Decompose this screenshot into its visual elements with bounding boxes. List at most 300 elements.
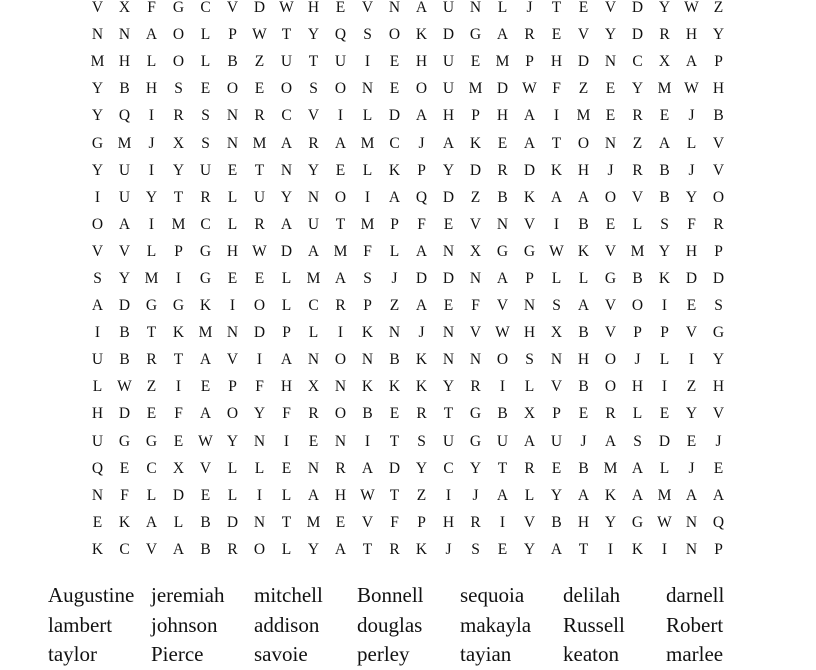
grid-letter[interactable]: R <box>254 215 265 233</box>
grid-letter[interactable]: A <box>199 351 212 369</box>
grid-letter[interactable]: M <box>117 134 132 152</box>
grid-letter[interactable]: R <box>335 459 346 477</box>
grid-letter[interactable]: C <box>119 540 130 558</box>
grid-letter[interactable]: H <box>550 53 563 71</box>
grid-letter[interactable]: K <box>415 378 428 396</box>
grid-letter[interactable]: T <box>389 432 400 450</box>
grid-letter[interactable]: H <box>712 378 725 396</box>
grid-letter[interactable]: A <box>550 188 563 206</box>
grid-letter[interactable]: J <box>715 432 722 450</box>
grid-letter[interactable]: O <box>253 297 266 315</box>
grid-letter[interactable]: R <box>200 188 211 206</box>
grid-letter[interactable]: I <box>553 215 560 233</box>
grid-letter[interactable]: H <box>685 26 698 44</box>
grid-letter[interactable]: H <box>118 53 131 71</box>
grid-letter[interactable]: Y <box>280 188 293 206</box>
grid-letter[interactable]: B <box>578 324 589 342</box>
grid-letter[interactable]: Q <box>415 188 428 206</box>
grid-letter[interactable]: R <box>308 405 319 423</box>
grid-letter[interactable]: N <box>307 459 320 477</box>
grid-letter[interactable]: W <box>522 80 537 98</box>
grid-letter[interactable]: G <box>469 26 482 44</box>
grid-letter[interactable]: V <box>361 513 374 531</box>
grid-letter[interactable]: A <box>415 242 428 260</box>
grid-letter[interactable]: G <box>199 269 212 287</box>
grid-letter[interactable]: S <box>363 269 372 287</box>
grid-letter[interactable]: V <box>523 215 536 233</box>
grid-letter[interactable]: L <box>659 351 670 369</box>
grid-letter[interactable]: Q <box>91 459 104 477</box>
grid-letter[interactable]: W <box>279 0 294 17</box>
grid-letter[interactable]: E <box>578 0 589 17</box>
grid-letter[interactable]: V <box>604 297 617 315</box>
grid-letter[interactable]: Y <box>712 26 725 44</box>
grid-letter[interactable]: N <box>334 378 347 396</box>
grid-letter[interactable]: P <box>282 324 291 342</box>
grid-letter[interactable]: Y <box>172 161 185 179</box>
grid-letter[interactable]: O <box>496 351 509 369</box>
grid-letter[interactable]: M <box>495 53 510 71</box>
grid-letter[interactable]: M <box>90 53 105 71</box>
grid-letter[interactable]: A <box>550 540 563 558</box>
grid-letter[interactable]: A <box>631 459 644 477</box>
grid-letter[interactable]: Y <box>523 540 536 558</box>
grid-letter[interactable]: J <box>418 324 425 342</box>
grid-letter[interactable]: L <box>146 242 157 260</box>
grid-letter[interactable]: T <box>362 540 373 558</box>
grid-letter[interactable]: T <box>335 215 346 233</box>
grid-letter[interactable]: A <box>685 486 698 504</box>
grid-letter[interactable]: L <box>92 378 103 396</box>
grid-letter[interactable]: M <box>657 486 672 504</box>
grid-letter[interactable]: A <box>118 215 131 233</box>
grid-letter[interactable]: N <box>442 242 455 260</box>
grid-letter[interactable]: B <box>551 513 562 531</box>
grid-letter[interactable]: Y <box>550 486 563 504</box>
grid-letter[interactable]: E <box>254 80 265 98</box>
grid-letter[interactable]: U <box>91 351 104 369</box>
grid-letter[interactable]: I <box>256 351 263 369</box>
grid-letter[interactable]: Y <box>469 459 482 477</box>
grid-letter[interactable]: B <box>200 513 211 531</box>
grid-letter[interactable]: L <box>659 459 670 477</box>
grid-letter[interactable]: M <box>630 242 645 260</box>
grid-letter[interactable]: A <box>334 134 347 152</box>
grid-letter[interactable]: E <box>227 161 238 179</box>
grid-letter[interactable]: F <box>552 80 561 98</box>
grid-letter[interactable]: U <box>496 432 509 450</box>
grid-letter[interactable]: O <box>577 134 590 152</box>
grid-letter[interactable]: O <box>631 297 644 315</box>
grid-letter[interactable]: C <box>308 297 319 315</box>
grid-letter[interactable]: M <box>306 513 321 531</box>
grid-letter[interactable]: B <box>497 188 508 206</box>
grid-letter[interactable]: C <box>200 0 211 17</box>
grid-letter[interactable]: C <box>200 215 211 233</box>
grid-letter[interactable]: E <box>335 513 346 531</box>
grid-letter[interactable]: K <box>577 242 590 260</box>
grid-letter[interactable]: Y <box>658 0 671 17</box>
grid-letter[interactable]: V <box>91 242 104 260</box>
grid-letter[interactable]: M <box>603 459 618 477</box>
grid-letter[interactable]: Z <box>713 0 724 17</box>
grid-letter[interactable]: Q <box>712 513 725 531</box>
grid-letter[interactable]: A <box>523 107 536 125</box>
grid-letter[interactable]: A <box>496 26 509 44</box>
grid-letter[interactable]: K <box>388 161 401 179</box>
grid-letter[interactable]: N <box>253 513 266 531</box>
grid-letter[interactable]: E <box>578 405 589 423</box>
grid-letter[interactable]: Z <box>389 297 400 315</box>
grid-letter[interactable]: A <box>280 215 293 233</box>
grid-letter[interactable]: L <box>281 297 292 315</box>
grid-letter[interactable]: N <box>307 351 320 369</box>
grid-letter[interactable]: Y <box>658 242 671 260</box>
grid-letter[interactable]: A <box>91 297 104 315</box>
grid-letter[interactable]: O <box>334 188 347 206</box>
grid-letter[interactable]: D <box>523 161 536 179</box>
grid-letter[interactable]: L <box>146 53 157 71</box>
grid-letter[interactable]: H <box>91 405 104 423</box>
grid-letter[interactable]: A <box>631 486 644 504</box>
grid-letter[interactable]: E <box>200 80 211 98</box>
grid-letter[interactable]: K <box>469 134 482 152</box>
grid-letter[interactable]: X <box>550 324 563 342</box>
grid-letter[interactable]: K <box>118 513 131 531</box>
grid-letter[interactable]: L <box>200 53 211 71</box>
grid-letter[interactable]: A <box>415 297 428 315</box>
grid-letter[interactable]: H <box>226 242 239 260</box>
grid-letter[interactable]: G <box>469 405 482 423</box>
grid-letter[interactable]: H <box>442 107 455 125</box>
grid-letter[interactable]: T <box>551 0 562 17</box>
grid-letter[interactable]: A <box>685 53 698 71</box>
grid-letter[interactable]: H <box>307 0 320 17</box>
grid-letter[interactable]: W <box>684 0 699 17</box>
grid-letter[interactable]: A <box>145 26 158 44</box>
grid-letter[interactable]: M <box>657 80 672 98</box>
grid-letter[interactable]: U <box>550 432 563 450</box>
grid-letter[interactable]: U <box>442 0 455 17</box>
grid-letter[interactable]: S <box>417 432 426 450</box>
grid-letter[interactable]: A <box>307 242 320 260</box>
grid-letter[interactable]: P <box>714 53 723 71</box>
grid-letter[interactable]: G <box>145 432 158 450</box>
grid-letter[interactable]: O <box>253 540 266 558</box>
grid-letter[interactable]: U <box>280 53 293 71</box>
grid-letter[interactable]: Y <box>118 269 131 287</box>
grid-letter[interactable]: N <box>226 324 239 342</box>
grid-letter[interactable]: S <box>93 269 102 287</box>
grid-letter[interactable]: V <box>226 351 239 369</box>
grid-letter[interactable]: A <box>307 486 320 504</box>
grid-letter[interactable]: A <box>442 134 455 152</box>
grid-letter[interactable]: K <box>388 378 401 396</box>
grid-letter[interactable]: Z <box>632 134 643 152</box>
grid-letter[interactable]: O <box>334 351 347 369</box>
grid-letter[interactable]: I <box>148 215 155 233</box>
grid-letter[interactable]: K <box>361 378 374 396</box>
grid-letter[interactable]: J <box>148 134 155 152</box>
grid-letter[interactable]: R <box>308 134 319 152</box>
grid-letter[interactable]: A <box>199 405 212 423</box>
grid-letter[interactable]: S <box>714 297 723 315</box>
grid-letter[interactable]: I <box>364 432 371 450</box>
grid-letter[interactable]: A <box>172 540 185 558</box>
grid-letter[interactable]: A <box>280 134 293 152</box>
grid-letter[interactable]: I <box>94 188 101 206</box>
grid-letter[interactable]: E <box>659 405 670 423</box>
grid-letter[interactable]: K <box>523 188 536 206</box>
grid-letter[interactable]: E <box>713 459 724 477</box>
grid-letter[interactable]: I <box>661 378 668 396</box>
grid-letter[interactable]: S <box>363 26 372 44</box>
grid-letter[interactable]: O <box>91 215 104 233</box>
grid-letter[interactable]: F <box>471 297 480 315</box>
grid-letter[interactable]: R <box>659 26 670 44</box>
grid-letter[interactable]: L <box>389 242 400 260</box>
grid-letter[interactable]: Y <box>307 540 320 558</box>
grid-letter[interactable]: P <box>228 26 237 44</box>
grid-letter[interactable]: T <box>551 134 562 152</box>
grid-letter[interactable]: I <box>175 378 182 396</box>
grid-letter[interactable]: B <box>659 188 670 206</box>
grid-letter[interactable]: K <box>199 297 212 315</box>
grid-letter[interactable]: E <box>551 459 562 477</box>
grid-letter[interactable]: J <box>445 540 452 558</box>
grid-letter[interactable]: I <box>229 297 236 315</box>
grid-letter[interactable]: E <box>227 269 238 287</box>
grid-letter[interactable]: M <box>360 215 375 233</box>
grid-letter[interactable]: H <box>523 324 536 342</box>
grid-letter[interactable]: E <box>605 215 616 233</box>
grid-letter[interactable]: F <box>282 405 291 423</box>
grid-letter[interactable]: F <box>363 242 372 260</box>
grid-letter[interactable]: R <box>605 405 616 423</box>
grid-letter[interactable]: N <box>469 269 482 287</box>
grid-letter[interactable]: Y <box>631 80 644 98</box>
grid-letter[interactable]: I <box>175 269 182 287</box>
grid-letter[interactable]: O <box>172 53 185 71</box>
grid-letter[interactable]: A <box>577 188 590 206</box>
grid-letter[interactable]: H <box>145 80 158 98</box>
grid-letter[interactable]: F <box>417 215 426 233</box>
grid-letter[interactable]: S <box>660 215 669 233</box>
grid-letter[interactable]: K <box>658 269 671 287</box>
grid-letter[interactable]: R <box>254 107 265 125</box>
grid-letter[interactable]: R <box>524 26 535 44</box>
grid-letter[interactable]: K <box>415 26 428 44</box>
grid-letter[interactable]: W <box>684 80 699 98</box>
grid-letter[interactable]: R <box>632 161 643 179</box>
grid-letter[interactable]: N <box>91 486 104 504</box>
grid-letter[interactable]: N <box>361 80 374 98</box>
grid-letter[interactable]: F <box>255 378 264 396</box>
grid-letter[interactable]: P <box>390 215 399 233</box>
grid-letter[interactable]: A <box>523 432 536 450</box>
grid-letter[interactable]: U <box>118 188 131 206</box>
grid-letter[interactable]: D <box>172 486 185 504</box>
grid-letter[interactable]: I <box>337 107 344 125</box>
grid-letter[interactable]: F <box>174 405 183 423</box>
grid-letter[interactable]: C <box>443 459 454 477</box>
grid-letter[interactable]: A <box>496 486 509 504</box>
grid-letter[interactable]: Y <box>226 432 239 450</box>
grid-letter[interactable]: U <box>118 161 131 179</box>
grid-letter[interactable]: J <box>580 432 587 450</box>
grid-letter[interactable]: M <box>198 324 213 342</box>
grid-letter[interactable]: E <box>443 215 454 233</box>
grid-letter[interactable]: A <box>523 134 536 152</box>
grid-letter[interactable]: I <box>661 540 668 558</box>
grid-letter[interactable]: I <box>499 378 506 396</box>
grid-letter[interactable]: N <box>253 432 266 450</box>
grid-letter[interactable]: R <box>416 405 427 423</box>
grid-letter[interactable]: O <box>172 26 185 44</box>
grid-letter[interactable]: L <box>686 134 697 152</box>
grid-letter[interactable]: M <box>306 269 321 287</box>
grid-letter[interactable]: D <box>631 26 644 44</box>
grid-letter[interactable]: D <box>253 0 266 17</box>
grid-letter[interactable]: X <box>469 242 482 260</box>
grid-letter[interactable]: L <box>281 540 292 558</box>
grid-letter[interactable]: G <box>469 432 482 450</box>
grid-letter[interactable]: R <box>146 351 157 369</box>
grid-letter[interactable]: Z <box>470 188 481 206</box>
grid-letter[interactable]: Y <box>685 188 698 206</box>
grid-letter[interactable]: O <box>226 80 239 98</box>
grid-letter[interactable]: V <box>118 242 131 260</box>
grid-letter[interactable]: W <box>117 378 132 396</box>
grid-letter[interactable]: P <box>714 540 723 558</box>
grid-letter[interactable]: N <box>685 513 698 531</box>
grid-letter[interactable]: A <box>280 351 293 369</box>
grid-letter[interactable]: W <box>360 486 375 504</box>
grid-letter[interactable]: U <box>307 215 320 233</box>
grid-letter[interactable]: R <box>524 459 535 477</box>
grid-letter[interactable]: E <box>254 269 265 287</box>
grid-letter[interactable]: E <box>605 107 616 125</box>
grid-letter[interactable]: X <box>172 134 185 152</box>
grid-letter[interactable]: N <box>469 351 482 369</box>
grid-letter[interactable]: N <box>307 188 320 206</box>
grid-letter[interactable]: P <box>660 324 669 342</box>
grid-letter[interactable]: L <box>227 486 238 504</box>
grid-letter[interactable]: Z <box>416 486 427 504</box>
grid-letter[interactable]: E <box>173 432 184 450</box>
grid-letter[interactable]: L <box>254 459 265 477</box>
grid-letter[interactable]: E <box>443 297 454 315</box>
grid-letter[interactable]: N <box>388 324 401 342</box>
grid-letter[interactable]: I <box>256 486 263 504</box>
grid-letter[interactable]: B <box>632 269 643 287</box>
grid-letter[interactable]: E <box>281 459 292 477</box>
grid-letter[interactable]: L <box>578 269 589 287</box>
grid-letter[interactable]: P <box>525 53 534 71</box>
grid-letter[interactable]: X <box>172 459 185 477</box>
grid-letter[interactable]: S <box>201 134 210 152</box>
grid-letter[interactable]: D <box>388 107 401 125</box>
grid-letter[interactable]: T <box>281 26 292 44</box>
grid-letter[interactable]: I <box>337 324 344 342</box>
grid-letter[interactable]: L <box>524 486 535 504</box>
grid-letter[interactable]: G <box>712 324 725 342</box>
grid-letter[interactable]: D <box>712 269 725 287</box>
grid-letter[interactable]: V <box>712 405 725 423</box>
grid-letter[interactable]: C <box>632 53 643 71</box>
grid-letter[interactable]: G <box>523 242 536 260</box>
grid-letter[interactable]: N <box>334 432 347 450</box>
grid-letter[interactable]: N <box>361 351 374 369</box>
grid-letter[interactable]: J <box>634 351 641 369</box>
grid-letter[interactable]: X <box>523 405 536 423</box>
grid-letter[interactable]: B <box>578 459 589 477</box>
grid-letter[interactable]: N <box>604 134 617 152</box>
grid-letter[interactable]: G <box>604 269 617 287</box>
grid-letter[interactable]: K <box>604 486 617 504</box>
grid-letter[interactable]: I <box>94 324 101 342</box>
grid-letter[interactable]: T <box>578 540 589 558</box>
grid-letter[interactable]: G <box>91 134 104 152</box>
grid-letter[interactable]: Q <box>334 26 347 44</box>
grid-letter[interactable]: D <box>496 80 509 98</box>
grid-letter[interactable]: M <box>576 107 591 125</box>
grid-letter[interactable]: B <box>389 351 400 369</box>
grid-letter[interactable]: L <box>146 486 157 504</box>
grid-letter[interactable]: K <box>550 161 563 179</box>
grid-letter[interactable]: N <box>388 0 401 17</box>
grid-letter[interactable]: N <box>685 540 698 558</box>
grid-letter[interactable]: U <box>199 161 212 179</box>
grid-letter[interactable]: N <box>523 297 536 315</box>
grid-letter[interactable]: N <box>280 161 293 179</box>
grid-letter[interactable]: I <box>688 351 695 369</box>
grid-letter[interactable]: V <box>604 0 617 17</box>
grid-letter[interactable]: M <box>360 134 375 152</box>
grid-letter[interactable]: U <box>442 432 455 450</box>
grid-letter[interactable]: A <box>658 134 671 152</box>
grid-letter[interactable]: D <box>442 269 455 287</box>
grid-letter[interactable]: V <box>145 540 158 558</box>
grid-letter[interactable]: E <box>335 0 346 17</box>
grid-letter[interactable]: C <box>389 134 400 152</box>
grid-letter[interactable]: X <box>307 378 320 396</box>
grid-letter[interactable]: K <box>172 324 185 342</box>
grid-letter[interactable]: G <box>172 0 185 17</box>
grid-letter[interactable]: L <box>632 405 643 423</box>
grid-letter[interactable]: U <box>442 53 455 71</box>
grid-letter[interactable]: I <box>364 53 371 71</box>
grid-letter[interactable]: R <box>497 161 508 179</box>
grid-letter[interactable]: I <box>661 297 668 315</box>
grid-letter[interactable]: D <box>118 405 131 423</box>
grid-letter[interactable]: A <box>712 486 725 504</box>
grid-letter[interactable]: P <box>174 242 183 260</box>
grid-letter[interactable]: F <box>147 0 156 17</box>
grid-letter[interactable]: Y <box>442 378 455 396</box>
grid-letter[interactable]: Z <box>146 378 157 396</box>
grid-letter[interactable]: M <box>171 215 186 233</box>
grid-letter[interactable]: L <box>497 0 508 17</box>
grid-letter[interactable]: L <box>200 26 211 44</box>
grid-letter[interactable]: O <box>334 80 347 98</box>
grid-letter[interactable]: D <box>442 188 455 206</box>
grid-letter[interactable]: G <box>496 242 509 260</box>
grid-letter[interactable]: N <box>118 26 131 44</box>
grid-letter[interactable]: L <box>281 486 292 504</box>
grid-letter[interactable]: D <box>280 242 293 260</box>
grid-letter[interactable]: C <box>146 459 157 477</box>
